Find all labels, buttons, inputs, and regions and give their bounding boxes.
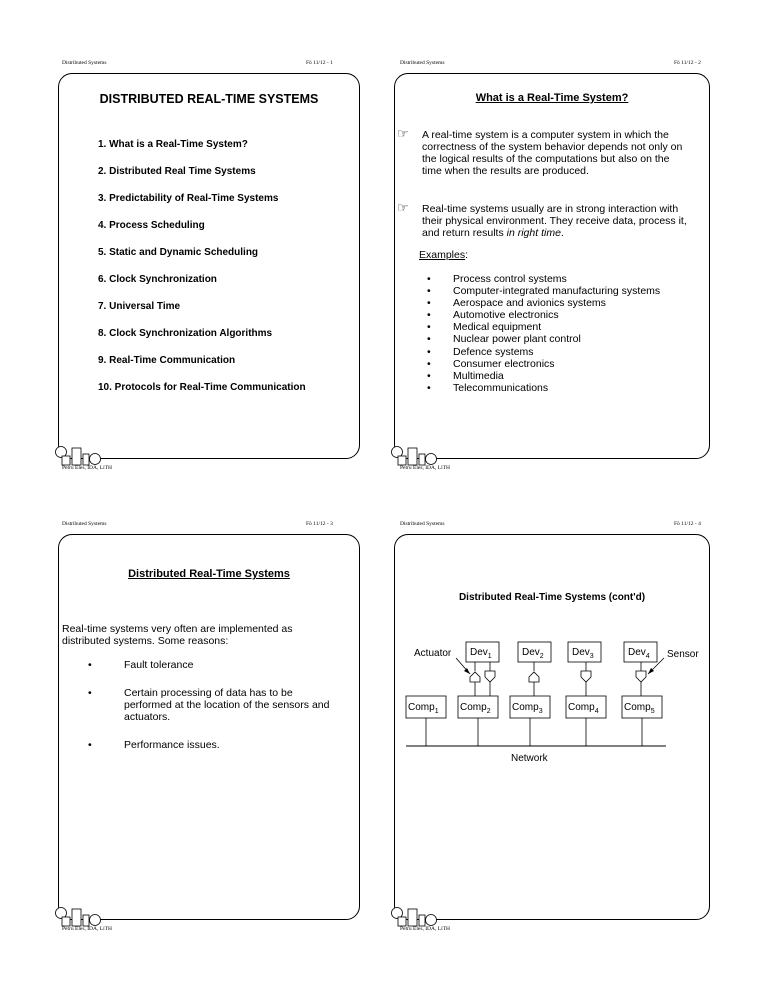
toc-item: 6. Clock Synchronization xyxy=(98,274,217,285)
examples-list xyxy=(427,273,660,394)
list-item: • Nuclear power plant control xyxy=(427,333,660,345)
slide-footer: Petru Eles, IDA, LiTH xyxy=(400,926,450,932)
distributed-system-diagram xyxy=(394,630,708,770)
list-item: • Multimedia xyxy=(427,370,660,382)
interaction-text: Real-time systems usually are in strong interaction with their physical environment. They receive data, process it, and return results xyxy=(422,203,687,239)
list-item: • Process control systems xyxy=(427,273,660,285)
comp-label: Comp$_3$ xyxy=(512,702,543,715)
slide-title: What is a Real-Time System? xyxy=(475,92,629,104)
toc-item: 2. Distributed Real Time Systems xyxy=(98,166,256,177)
interaction-italic: in right time xyxy=(506,227,561,239)
comp-label: Comp$_4$ xyxy=(568,702,599,715)
slide-header-right: Fö 11/12 - 4 xyxy=(674,521,701,527)
list-item: • Certain processing of data has to be performed at the location of the sensors and actuators. xyxy=(88,687,338,723)
sensor-label: Sensor xyxy=(667,649,699,660)
list-item: • Computer-integrated manufacturing systems xyxy=(427,285,660,297)
list-item: • Performance issues. xyxy=(88,739,338,751)
interaction-end: . xyxy=(560,227,564,239)
toc-item: 3. Predictability of Real-Time Systems xyxy=(98,193,279,204)
dev-label: Dev$_3$ xyxy=(572,647,594,660)
slide-header-right: Fö 11/12 - 1 xyxy=(306,60,333,66)
slide-title: Distributed Real-Time Systems xyxy=(128,568,290,580)
toc-item: 10. Protocols for Real-Time Communication xyxy=(98,382,306,393)
comp-label: Comp$_2$ xyxy=(460,702,491,715)
toc-item: 7. Universal Time xyxy=(98,301,181,312)
slide-header-left: Distributed Systems xyxy=(400,60,445,66)
slide-header-left: Distributed Systems xyxy=(62,60,107,66)
slide-header-left: Distributed Systems xyxy=(62,521,107,527)
slide-footer: Petru Eles, IDA, LiTH xyxy=(400,465,450,471)
slide-footer: Petru Eles, IDA, LiTH xyxy=(62,926,112,932)
comp-label: Comp$_1$ xyxy=(408,702,439,715)
dev-label: Dev$_1$ xyxy=(470,647,492,660)
pointing-hand-icon: ☞ xyxy=(397,126,409,141)
list-item: • Fault tolerance xyxy=(88,659,338,671)
slide-title: Distributed Real-Time Systems (cont'd) xyxy=(458,592,646,603)
pointing-hand-icon: ☞ xyxy=(397,200,409,215)
slide-4 xyxy=(0,497,768,994)
list-item: • Consumer electronics xyxy=(427,358,660,370)
toc-item: 4. Process Scheduling xyxy=(98,220,205,231)
slide-header-left: Distributed Systems xyxy=(400,521,445,527)
list-item: • Aerospace and avionics systems xyxy=(427,297,660,309)
comp-label: Comp$_5$ xyxy=(624,702,655,715)
definition-paragraph: A real-time system is a computer system in which the correctness of the system behavior depends not only on the logical results of the computations but also on the time when the results are produced. xyxy=(422,129,683,177)
examples-colon: : xyxy=(465,249,469,261)
toc-item: 1. What is a Real-Time System? xyxy=(98,139,248,150)
toc-item: 8. Clock Synchronization Algorithms xyxy=(98,328,273,339)
examples-heading xyxy=(419,249,468,261)
list-item: • Automotive electronics xyxy=(427,309,660,321)
list-item: • Telecommunications xyxy=(427,382,660,394)
interaction-paragraph xyxy=(422,203,690,239)
list-item: • Medical equipment xyxy=(427,321,660,333)
toc-item: 5. Static and Dynamic Scheduling xyxy=(98,247,259,258)
examples-label: Examples xyxy=(419,249,466,261)
institution-logo-icon xyxy=(390,443,440,467)
network-label: Network xyxy=(511,753,548,764)
toc-item: 9. Real-Time Communication xyxy=(98,355,236,366)
slide-header-right: Fö 11/12 - 3 xyxy=(306,521,333,527)
slide-header-right: Fö 11/12 - 2 xyxy=(674,60,701,66)
dev-label: Dev$_2$ xyxy=(522,647,544,660)
slide-footer: Petru Eles, IDA, LiTH xyxy=(62,465,112,471)
list-item: • Defence systems xyxy=(427,346,660,358)
dev-label: Dev$_4$ xyxy=(628,647,650,660)
intro-paragraph: Real-time systems very often are implemented as distributed systems. Some reasons: xyxy=(62,623,293,647)
institution-logo-icon xyxy=(390,904,440,928)
actuator-label: Actuator xyxy=(414,648,452,659)
slide-title: DISTRIBUTED REAL-TIME SYSTEMS xyxy=(99,92,319,106)
